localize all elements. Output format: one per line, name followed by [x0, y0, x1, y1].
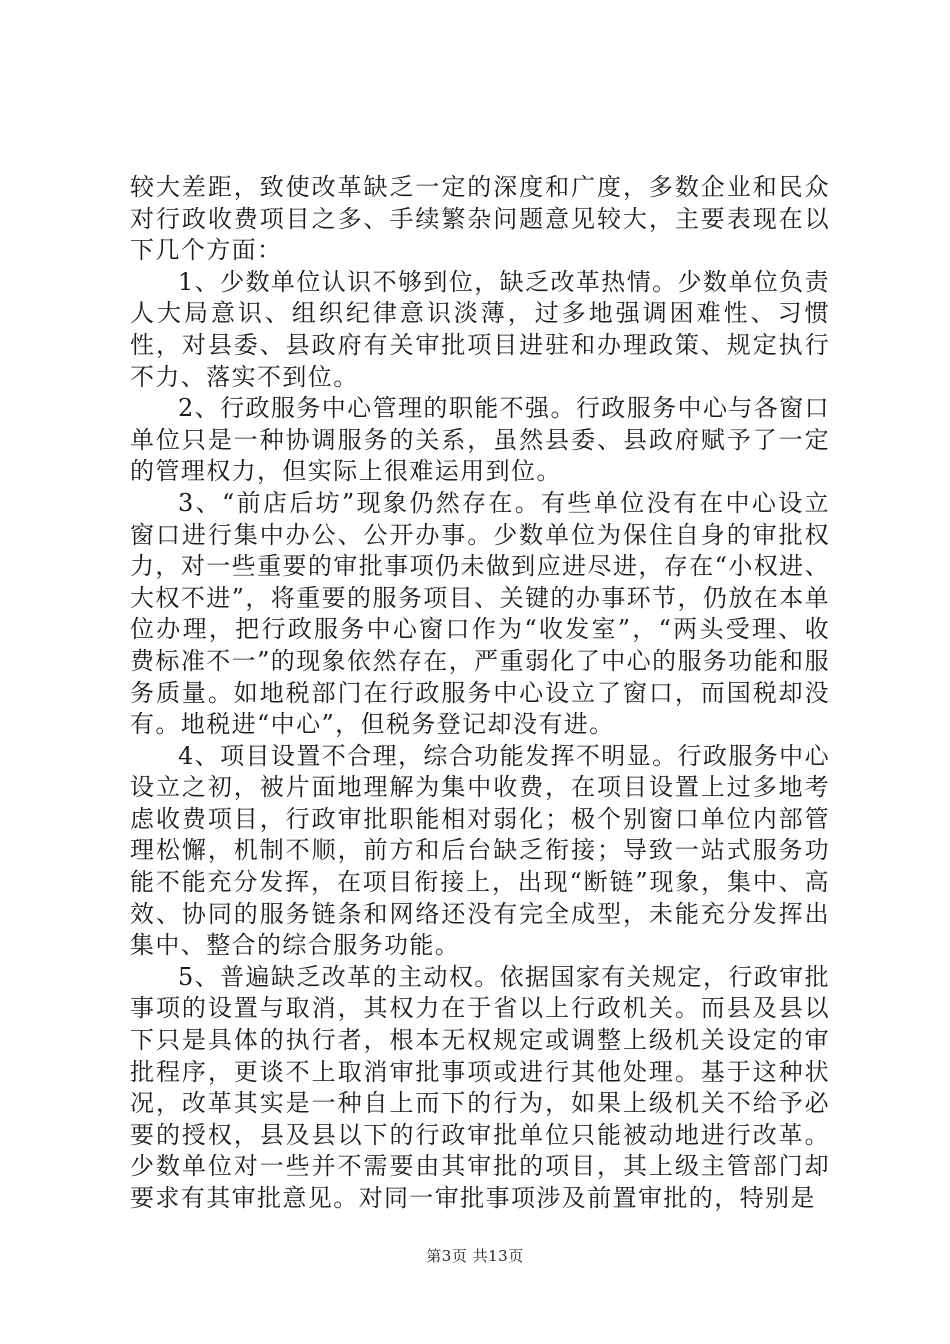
paragraph-item-3: 3、“前店后坊”现象仍然存在。有些单位没有在中心设立窗口进行集中办公、公开办事。少数单位为保住自身的审批权力，对一些重要的审批事项仍未做到应进尽进，存在“小权进、大权不进”，将重要的服务项目、关键的办事环节，仍放在本单位办理，把行政服务中心窗口作为“收发室”，“两头受理、收费标准不一”的现象依然存在，严重弱化了中心的服务功能和服务质量。如地税部门在行政服务中心设立了窗口，而国税却没有。地税进“中心”，但税务登记却没有进。	[130, 488, 830, 739]
document-body	[130, 172, 830, 1215]
paragraph-item-1: 1、少数单位认识不够到位，缺乏改革热情。少数单位负责人大局意识、组织纪律意识淡薄，过多地强调困难性、习惯性，对县委、县政府有关审批项目进驻和办理政策、规定执行不力、落实不到位。	[130, 267, 830, 391]
paragraph-item-2: 2、行政服务中心管理的职能不强。行政服务中心与各窗口单位只是一种协调服务的关系，虽然县委、县政府赋予了一定的管理权力，但实际上很难运用到位。	[130, 394, 830, 486]
paragraph-item-4: 4、项目设置不合理，综合功能发挥不明显。行政服务中心设立之初，被片面地理解为集中收费，在项目设置上过多地考虑收费项目，行政审批职能相对弱化；极个别窗口单位内部管理松懈，机制不顺，前方和后台缺乏衔接；导致一站式服务功能不能充分发挥，在项目衔接上，出现“断链”现象，集中、高效、协同的服务链条和网络还没有完全成型，未能充分发挥出集中、整合的综合服务功能。	[130, 741, 830, 960]
paragraph-item-5: 5、普遍缺乏改革的主动权。依据国家有关规定，行政审批事项的设置与取消，其权力在于省以上行政机关。而县及县以下只是具体的执行者，根本无权规定或调整上级机关设定的审批程序，更谈不上取消审批事项或进行其他处理。基于这种状况，改革其实是一种自上而下的行为，如果上级机关不给予必要的授权，县及县以下的行政审批单位只能被动地进行改革。少数单位对一些并不需要由其审批的项目，其上级主管部门却要求有其审批意见。对同一审批事项涉及前置审批的，特别是	[130, 962, 830, 1212]
paragraph-continuation: 较大差距，致使改革缺乏一定的深度和广度，多数企业和民众对行政收费项目之多、手续繁杂问题意见较大，主要表现在以下几个方面：	[130, 173, 830, 265]
page-footer: 第3页 共13页	[426, 1247, 524, 1265]
